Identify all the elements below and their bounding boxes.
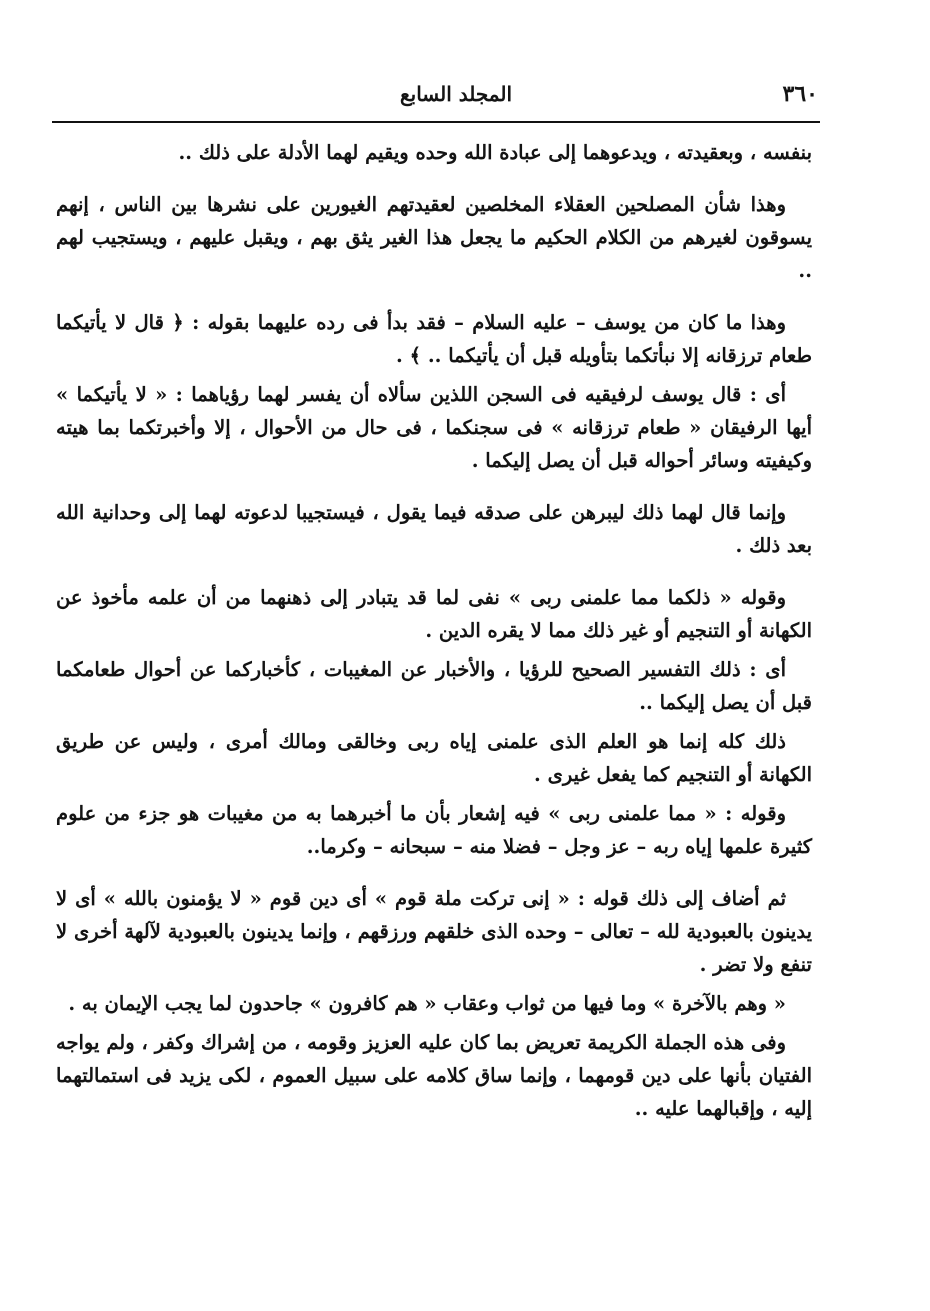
header-rule xyxy=(52,121,820,123)
paragraph: ثم أضاف إلى ذلك قوله : « إنى تركت ملة قوم » أى دين قوم « لا يؤمنون بالله » أى لا يدينون بالعبودية لله – تعالى – وحده الذى خلقهم ورزقهم ، وإنما يدينون بالعبودية لآلهة أخرى لا تنفع ولا تضر . xyxy=(56,887,812,976)
paragraph: وفى هذه الجملة الكريمة تعريض بما كان عليه العزيز وقومه ، من إشراك وكفر ، ولم يواجه الفتيان بأنها على دين قومهما ، وإنما ساق كلامه على سبيل العموم ، لكى يزيد فى استمالتهما إليه ، وإقبالهما عليه .. xyxy=(56,1031,812,1120)
paragraph: « وهم بالآخرة » وما فيها من ثواب وعقاب « هم كافرون » جاحدون لما يجب الإيمان به . xyxy=(68,992,786,1015)
paragraph: وهذا ما كان من يوسف – عليه السلام – فقد بدأ فى رده عليهما بقوله : ﴿ قال لا يأتيكما طعام ترزقانه إلا نبأتكما بتأويله قبل أن يأتيكما .. ﴾ . xyxy=(56,311,812,367)
paragraph: أى : ذلك التفسير الصحيح للرؤيا ، والأخبار عن المغيبات ، كأخباركما عن أحوال طعامكما قبل أن يصل إليكما .. xyxy=(56,658,812,714)
paragraph: وإنما قال لهما ذلك ليبرهن على صدقه فيما يقول ، فيستجيبا لدعوته لهما إلى وحدانية الله بعد ذلك . xyxy=(56,501,812,557)
paragraph: بنفسه ، وبعقيدته ، ويدعوهما إلى عبادة الله وحده ويقيم لهما الأدلة على ذلك .. xyxy=(178,141,812,164)
paragraph: وهذا شأن المصلحين العقلاء المخلصين لعقيدتهم الغيورين على نشرها بين الناس ، إنهم يسوقون لغيرهم من الكلام الحكيم ما يجعل هذا الغير يثق بهم ، ويقبل عليهم ، ويستجيب لهم .. xyxy=(56,193,812,282)
paragraph: أى : قال يوسف لرفيقيه فى السجن اللذين سألاه أن يفسر لهما رؤياهما : « لا يأتيكما » أيها الرفيقان « طعام ترزقانه » فى سجنكما ، فى حال من الأحوال ، إلا وأخبرتكما بما هيته وكيفيته وسائر أحواله قبل أن يصل إليكما . xyxy=(56,383,812,472)
paragraph: ذلك كله إنما هو العلم الذى علمنى إياه ربى وخالقى ومالك أمرى ، وليس عن طريق الكهانة أو التنجيم كما يفعل غيرى . xyxy=(56,730,812,786)
paragraph: وقوله : « مما علمنى ربى » فيه إشعار بأن ما أخبرهما به من مغيبات هو جزء من علوم كثيرة علمها إياه ربه – عز وجل – فضلا منه – سبحانه – وكرما.. xyxy=(56,802,812,858)
paragraph: وقوله « ذلكما مما علمنى ربى » نفى لما قد يتبادر إلى ذهنهما من أن علمه مأخوذ عن الكهانة أو التنجيم أو غير ذلك مما لا يقره الدين . xyxy=(56,586,812,642)
page-header xyxy=(52,76,818,112)
page-body xyxy=(56,136,812,1131)
page-number: ٣٦٠ xyxy=(782,81,818,107)
running-title: المجلد السابع xyxy=(400,82,513,106)
